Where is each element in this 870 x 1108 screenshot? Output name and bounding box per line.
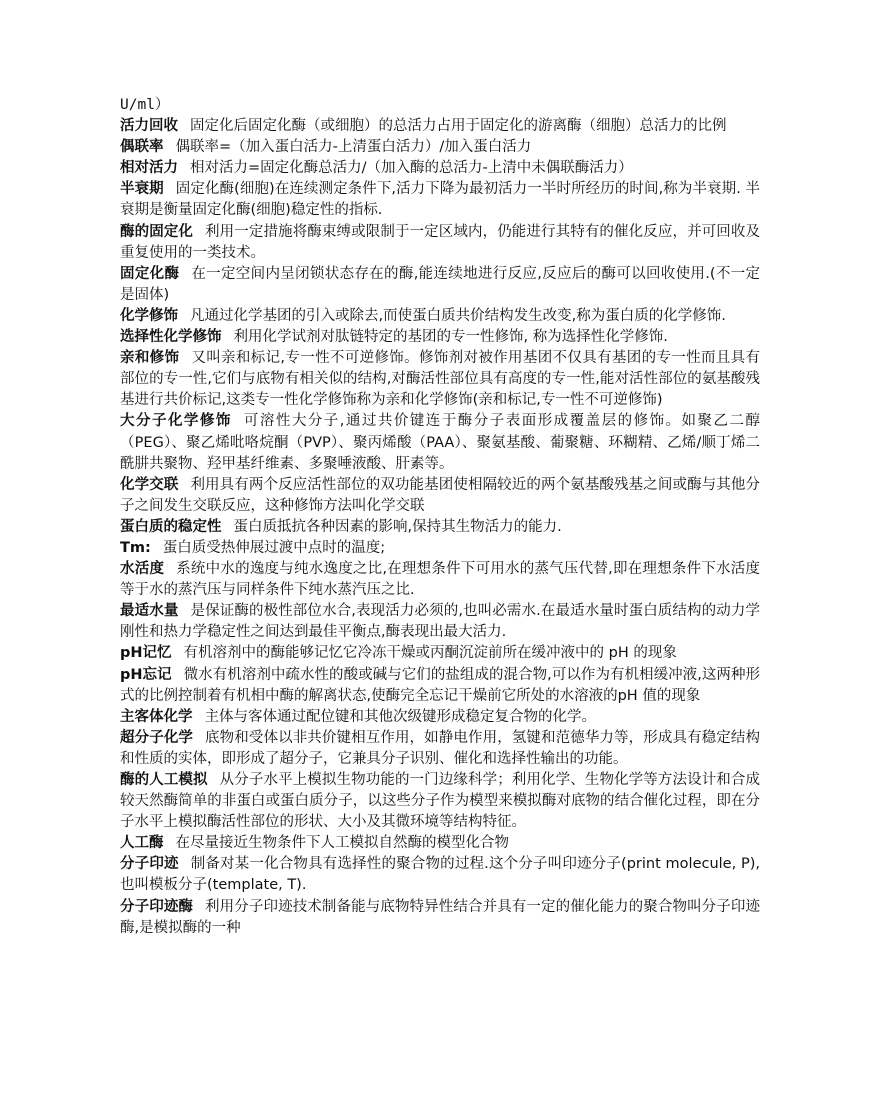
- glossary-term: 蛋白质的稳定性: [120, 518, 222, 535]
- glossary-term: 最适水量: [120, 603, 179, 620]
- glossary-entry: [120, 116, 760, 137]
- glossary-list: [120, 116, 760, 939]
- glossary-entry: [120, 222, 760, 264]
- glossary-term: 偶联率: [120, 139, 164, 156]
- glossary-term: Tm:: [120, 539, 151, 556]
- glossary-definition: 偶联率=（加入蛋白活力-上清蛋白活力）/加入蛋白活力: [175, 139, 532, 156]
- glossary-term: 酶的人工模拟: [120, 772, 208, 788]
- glossary-definition: 蛋白质受热伸展过渡中点时的温度;: [162, 539, 386, 556]
- lead-text: U/ml）: [120, 97, 170, 113]
- glossary-term: 分子印迹: [120, 856, 179, 873]
- glossary-definition: 主体与客体通过配位键和其他次级键形成稳定复合物的化学。: [204, 708, 596, 725]
- glossary-term: 分子印迹酶: [120, 898, 194, 915]
- glossary-term: 相对活力: [120, 160, 178, 177]
- glossary-entry: [120, 137, 760, 158]
- glossary-entry: [120, 707, 760, 728]
- glossary-definition: 固定化酶(细胞)在连续测定条件下,活力下降为最初活力一半时所经历的时间,称为半衰期. 半衰期是衡量固定化酶(细胞)稳定性的指标.: [120, 181, 760, 219]
- glossary-definition: 又叫亲和标记,专一性不可逆修饰。修饰剂对被作用基团不仅具有基团的专一性而且具有部位的专一性,它们与底物有相关似的结构,对酶活性部位具有高度的专一性,能对活性部位的氨基酸残基进行共价标记,这类专一性化学修饰称为亲和化学修饰(亲和标记,专一性不可逆修饰): [120, 350, 761, 409]
- glossary-term: 亲和修饰: [120, 350, 180, 367]
- glossary-term: pH记忆: [120, 645, 172, 662]
- glossary-definition: 系统中水的逸度与纯水逸度之比,在理想条件下可用水的蒸气压代替,即在理想条件下水活度等于水的蒸汽压与同样条件下纯水蒸汽压之比.: [120, 561, 761, 599]
- glossary-entry: [120, 475, 760, 517]
- glossary-term: 酶的固定化: [120, 223, 194, 240]
- glossary-term: 主客体化学: [120, 708, 193, 725]
- glossary-definition: 在一定空间内呈闭锁状态存在的酶,能连续地进行反应,反应后的酶可以回收使用.(不一定是固体): [120, 265, 761, 303]
- glossary-entry: [120, 601, 760, 643]
- glossary-entry: [120, 264, 760, 306]
- glossary-definition: 蛋白质抵抗各种因素的影响,保持其生物活力的能力.: [233, 518, 562, 535]
- glossary-definition: 是保证酶的极性部位水合,表现活力必须的,也叫必需水.在最适水量时蛋白质结构的动力学刚性和热力学稳定性之间达到最佳平衡点,酶表现出最大活力.: [120, 603, 761, 641]
- glossary-entry: [120, 728, 760, 770]
- glossary-term: 水活度: [120, 561, 165, 578]
- glossary-definition: 有机溶剂中的酶能够记忆它冷冻干燥或丙酮沉淀前所在缓冲液中的 pH 的现象: [183, 645, 677, 662]
- glossary-definition: 从分子水平上模拟生物功能的一门边缘科学；利用化学、生物化学等方法设计和合成较天然酶简单的非蛋白或蛋白质分子，以这些分子作为模型来模拟酶对底物的结合催化过程，即在分子水平上模拟酶活性部位的形状、大小及其微环境等结构特征。: [120, 772, 761, 831]
- glossary-definition: 利用一定措施将酶束缚或限制于一定区域内，仍能进行其特有的催化反应，并可回收及重复使用的一类技术。: [120, 223, 761, 261]
- glossary-definition: 利用具有两个反应活性部位的双功能基团使相隔较近的两个氨基酸残基之间或酶与其他分子之间发生交联反应，这种修饰方法叫化学交联: [120, 476, 761, 514]
- glossary-definition: 凡通过化学基团的引入或除去,而使蛋白质共价结构发生改变,称为蛋白质的化学修饰.: [190, 307, 726, 324]
- glossary-definition: 利用分子印迹技术制备能与底物特异性结合并具有一定的催化能力的聚合物叫分子印迹酶,是模拟酶的一种: [120, 898, 761, 936]
- glossary-entry: [120, 833, 760, 854]
- glossary-entry: [120, 854, 760, 896]
- glossary-entry: [120, 517, 760, 538]
- glossary-term: pH忘记: [120, 666, 172, 683]
- glossary-term: 化学交联: [120, 476, 179, 493]
- glossary-definition: 制备对某一化合物具有选择性的聚合物的过程.这个分子叫印迹分子(print molecule, P),也叫模板分子(template, T).: [120, 856, 760, 894]
- glossary-entry: [120, 538, 760, 559]
- glossary-term: 固定化酶: [120, 265, 180, 282]
- glossary-definition: 相对活力=固定化酶总活力/（加入酶的总活力-上清中未偶联酶活力）: [190, 160, 633, 177]
- glossary-entry: [120, 770, 760, 833]
- glossary-definition: 微水有机溶剂中疏水性的酸或碱与它们的盐组成的混合物,可以作为有机相缓冲液,这两种形式的比例控制着有机相中酶的解离状态,使酶完全忘记干燥前它所处的水溶液的pH 值的现象: [120, 666, 760, 704]
- glossary-definition: 在尽量接近生物条件下人工模拟自然酶的模型化合物: [175, 835, 509, 852]
- glossary-entry: [120, 643, 760, 664]
- glossary-definition: 可溶性大分子,通过共价键连于酶分子表面形成覆盖层的修饰。如聚乙二醇（PEG）、聚乙烯吡咯烷酮（PVP）、聚丙烯酸（PAA）、聚氨基酸、葡聚糖、环糊精、乙烯/顺丁烯二酰肼共聚物、羟甲基纤维素、多聚唾液酸、肝素等。: [120, 413, 760, 472]
- glossary-entry: [120, 179, 760, 221]
- glossary-definition: 固定化后固定化酶（或细胞）的总活力占用于固定化的游离酶（细胞）总活力的比例: [190, 118, 727, 135]
- glossary-definition: 利用化学试剂对肽链特定的基团的专一性修饰, 称为选择性化学修饰.: [233, 329, 668, 346]
- glossary-entry: [120, 158, 760, 179]
- glossary-entry: [120, 559, 760, 601]
- glossary-term: 选择性化学修饰: [120, 329, 222, 346]
- glossary-entry: [120, 665, 760, 707]
- glossary-entry: [120, 306, 760, 327]
- glossary-entry: [120, 348, 760, 411]
- glossary-entry: [120, 897, 760, 939]
- glossary-term: 半衰期: [120, 181, 164, 198]
- glossary-term: 大分子化学修饰: [120, 413, 232, 430]
- glossary-term: 活力回收: [120, 118, 178, 135]
- glossary-term: 化学修饰: [120, 307, 178, 324]
- glossary-entry: [120, 411, 760, 474]
- glossary-entry: [120, 327, 760, 348]
- document-page: [120, 95, 760, 939]
- glossary-term: 超分子化学: [120, 729, 194, 746]
- glossary-definition: 底物和受体以非共价键相互作用，如静电作用，氢键和范德华力等，形成具有稳定结构和性质的实体，即形成了超分子，它兼具分子识别、催化和选择性输出的功能。: [120, 729, 761, 767]
- glossary-term: 人工酶: [120, 835, 164, 852]
